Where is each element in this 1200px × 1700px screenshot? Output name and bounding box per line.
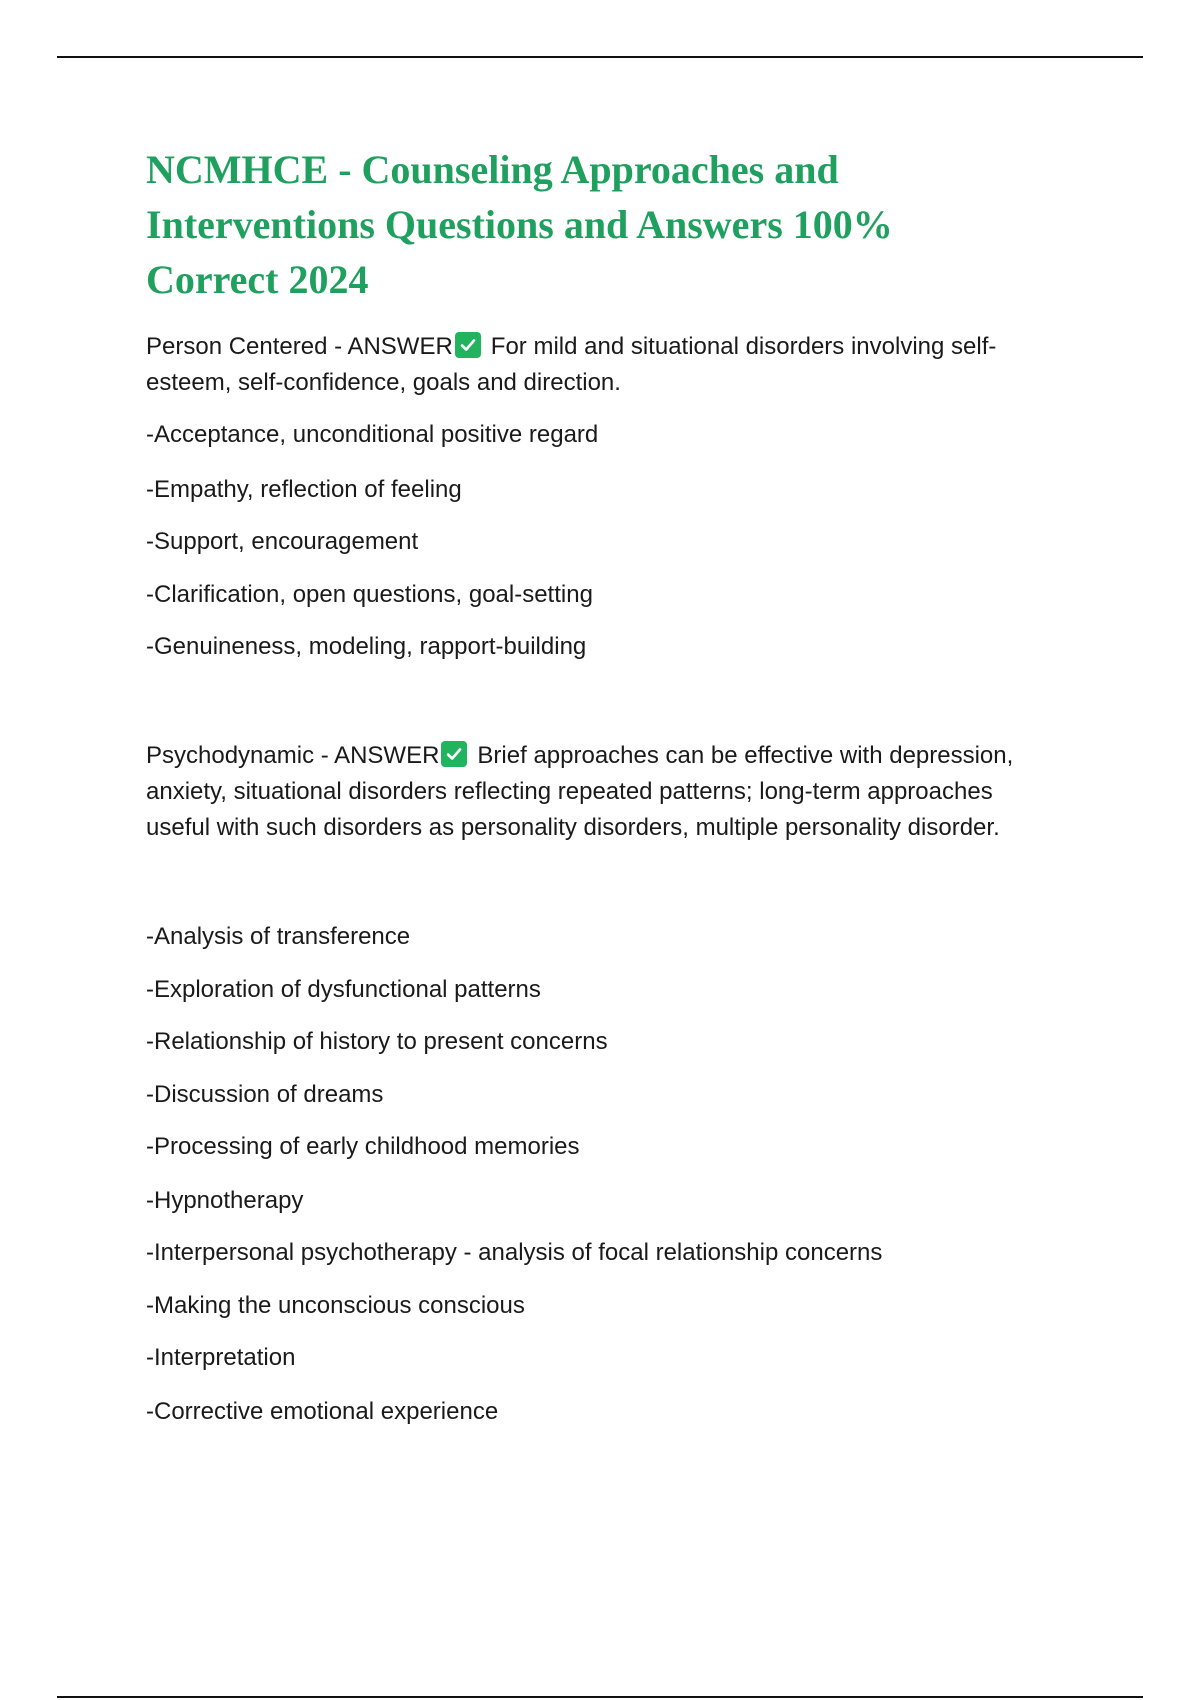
answer-text: useful with such disorders as personality disorders, multiple personality disorder. [146,814,1000,841]
list-item: -Relationship of history to present concerns [146,1028,608,1055]
term-label: Person Centered - ANSWER [146,333,453,360]
list-item: -Processing of early childhood memories [146,1133,580,1160]
check-box-icon [455,332,481,358]
bottom-rule [57,1696,1143,1698]
list-item: -Acceptance, unconditional positive regard [146,421,599,448]
document-title [146,142,1046,307]
term-label: Psychodynamic - ANSWER [146,742,440,769]
title-line: Correct 2024 [146,257,369,302]
title-line: Interventions Questions and Answers 100% [146,202,893,247]
check-box-icon [441,741,467,767]
list-item: -Corrective emotional experience [146,1398,499,1425]
list-item: -Analysis of transference [146,923,411,950]
answer-text: esteem, self-confidence, goals and direction. [146,369,621,396]
list-item: -Interpersonal psychotherapy - analysis of focal relationship concerns [146,1239,883,1266]
list-item: -Genuineness, modeling, rapport-building [146,633,587,660]
list-item: -Interpretation [146,1344,296,1371]
list-item: -Making the unconscious conscious [146,1292,525,1319]
answer-text: Brief approaches can be effective with depression, [477,742,1014,769]
person-centered-definition [146,329,1076,401]
list-item: -Discussion of dreams [146,1081,384,1108]
list-item: -Hypnotherapy [146,1187,304,1214]
top-rule [57,56,1143,58]
psychodynamic-definition [146,738,1076,846]
list-item: -Exploration of dysfunctional patterns [146,976,541,1003]
answer-text: anxiety, situational disorders reflecting repeated patterns; long-term approaches [146,778,993,805]
title-line: NCMHCE - Counseling Approaches and [146,147,839,192]
list-item: -Empathy, reflection of feeling [146,476,462,503]
list-item: -Clarification, open questions, goal-setting [146,581,593,608]
answer-text: For mild and situational disorders involving self- [490,333,997,360]
list-item: -Support, encouragement [146,528,419,555]
